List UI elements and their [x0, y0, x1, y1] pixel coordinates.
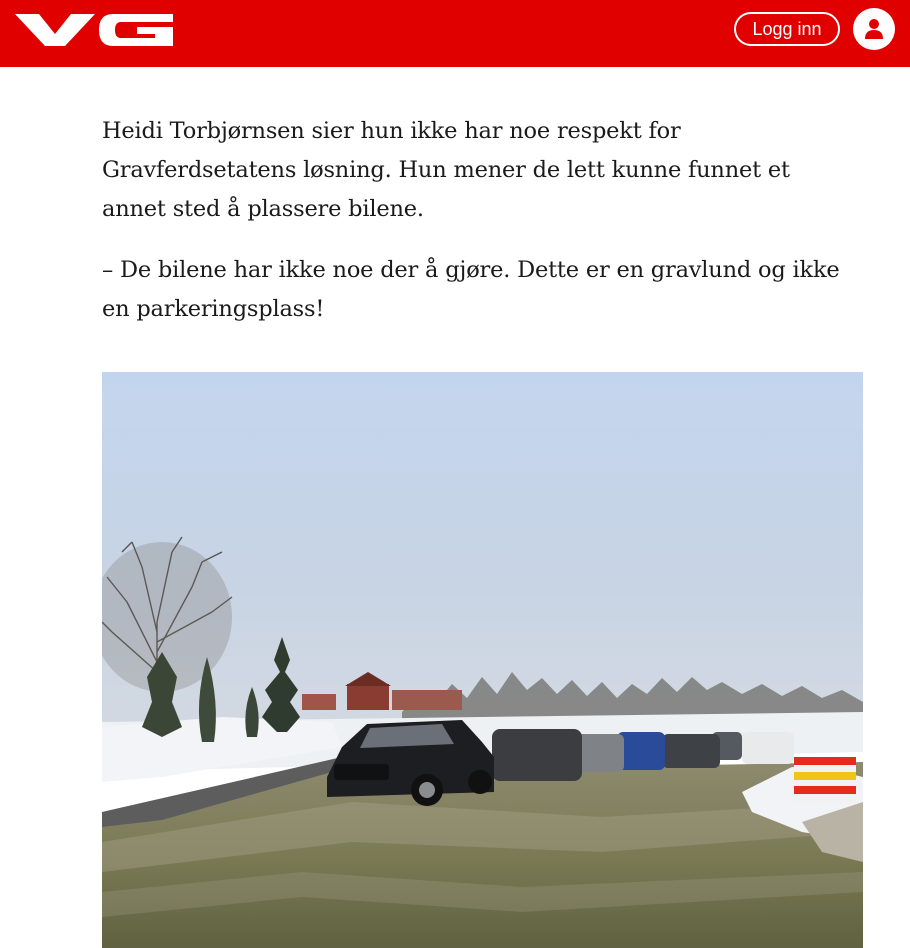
- login-button[interactable]: Logg inn: [734, 12, 840, 46]
- article-photo: [102, 372, 863, 948]
- article-body: [102, 112, 842, 351]
- site-header: [0, 0, 910, 67]
- photo-illustration: [102, 372, 863, 948]
- vg-logo-icon[interactable]: [15, 12, 175, 48]
- article-paragraph: Heidi Torbjørnsen sier hun ikke har noe respekt for Gravferdsetatens løsning. Hun mener de lett kunne funnet et annet sted å plassere bilene.: [102, 118, 790, 222]
- user-profile-button[interactable]: [853, 8, 895, 50]
- article-paragraph: – De bilene har ikke noe der å gjøre. Dette er en gravlund og ikke en parkeringsplass!: [102, 257, 840, 322]
- user-icon: [864, 18, 884, 40]
